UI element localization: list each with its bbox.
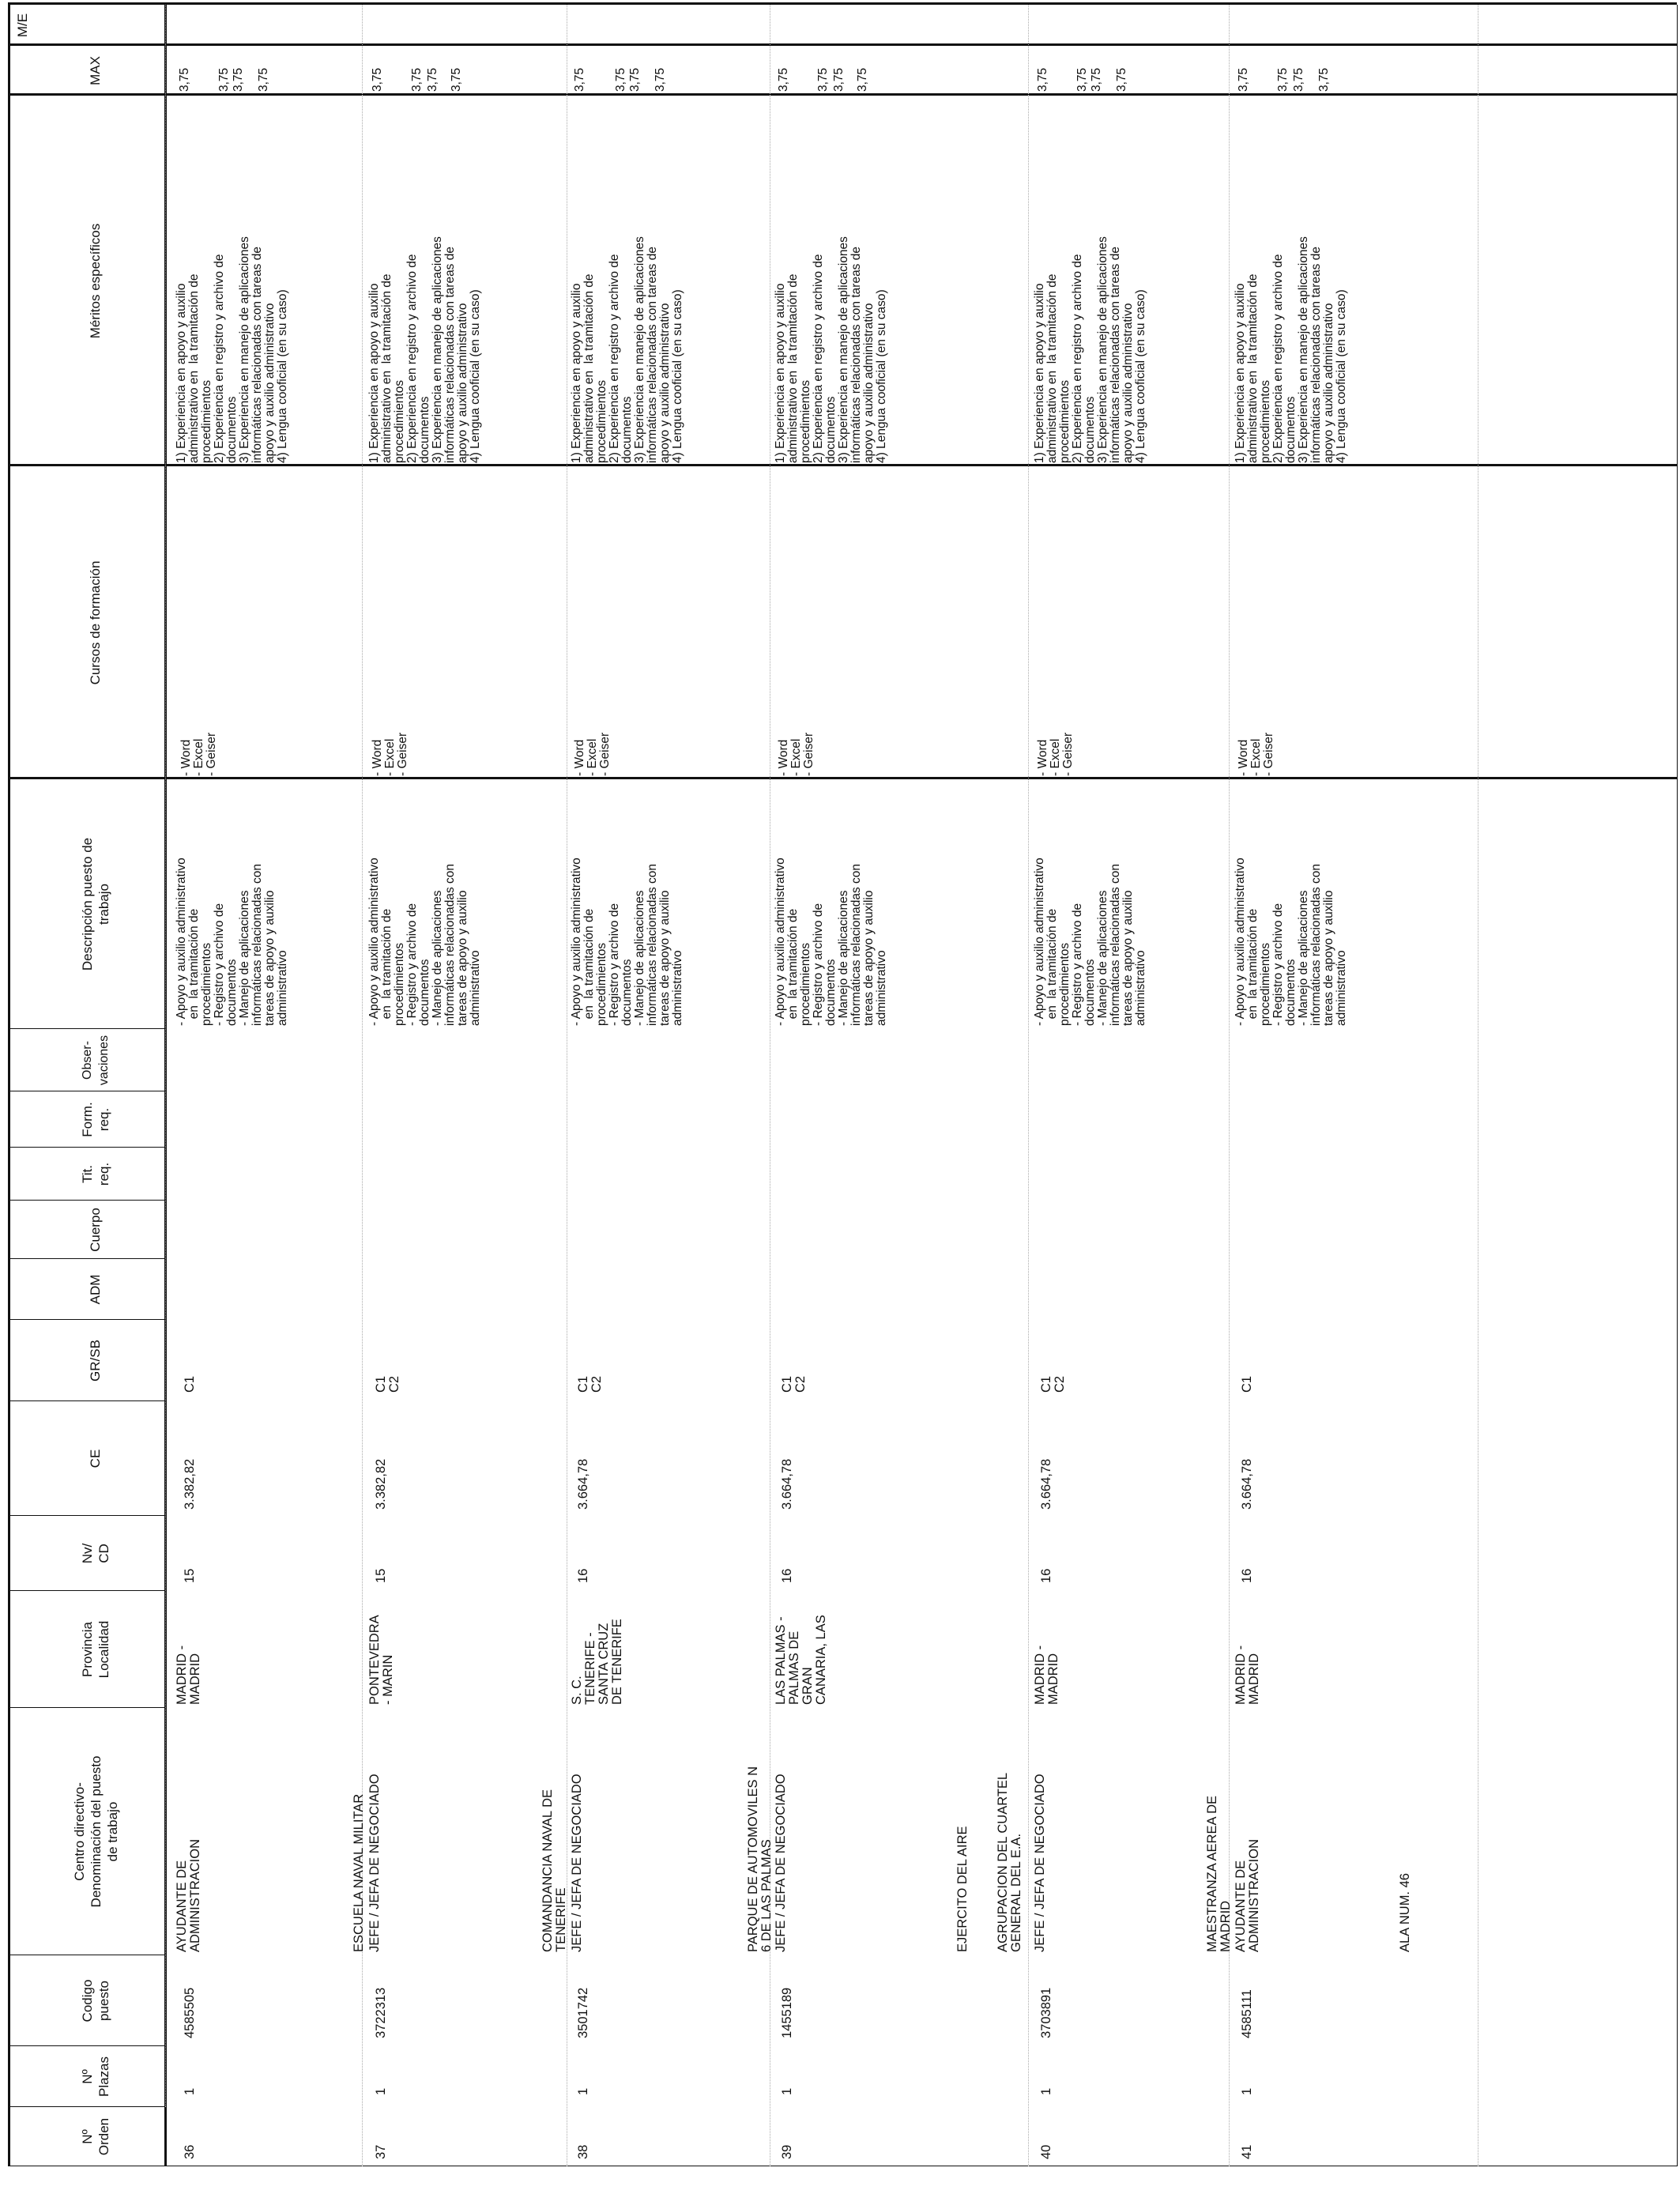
descripcion-cell: - Apoyo y auxilio administrativo en la tramitación de procedimientos - Registro y archivo de documentos - Manejo de aplicaciones informáticas relacionadas con tareas de apoyo y auxilio administrativo <box>367 858 482 1026</box>
centro-cell: EJERCITO DEL AIRE AGRUPACION DEL CUARTEL GENERAL DEL E.A. <box>955 1772 1023 1952</box>
max-value: 3,75 <box>450 67 463 92</box>
header-me: M/E <box>15 13 30 38</box>
header-plazas: Nº Plazas <box>80 2056 111 2098</box>
meritos-cell: 1) Experiencia en apoyo y auxilio administrativo en la tramitación de procedimientos 2) Experiencia en registro y archivo de documentos 3) Experiencia en manejo de aplicaciones informáticas relacionadas con tareas de apoyo y auxilio administrativo 4) Lengua cooficial (en su caso) <box>175 236 289 463</box>
header-adm: ADM <box>88 1274 103 1305</box>
provincia-cell: S. C. TENERIFE - SANTA CRUZ DE TENERIFE <box>570 1619 624 1705</box>
max-value: 3,75 <box>217 67 231 92</box>
cursos-cell: - Word - Excel - Geiser <box>179 732 218 776</box>
ce-cell: 3.664,78 <box>1039 1458 1053 1510</box>
cursos-cell: - Word - Excel - Geiser <box>1237 732 1275 776</box>
provincia-cell: MADRID - MADRID <box>1033 1645 1060 1705</box>
provincia-cell: LAS PALMAS - PALMAS DE GRAN CANARIA, LAS <box>774 1615 828 1705</box>
col-line <box>8 2 1677 5</box>
codigo-cell: 4585111 <box>1240 1989 1254 2038</box>
col-line <box>8 1319 164 1320</box>
centro-cell: COMANDANCIA NAVAL DE TENERIFE <box>541 1789 568 1952</box>
plazas-cell: 1 <box>374 2087 388 2095</box>
centro-cell: MAESTRANZA AEREA DE MADRID <box>1205 1795 1233 1952</box>
ce-cell: 3.664,78 <box>780 1458 794 1510</box>
header-formacion: Form. req. <box>80 1102 111 1137</box>
meritos-cell: 1) Experiencia en apoyo y auxilio administrativo en la tramitación de procedimientos 2) Experiencia en registro y archivo de documentos 3) Experiencia en manejo de aplicaciones informáticas relacionadas con tareas de apoyo y auxilio administrativo 4) Lengua cooficial (en su caso) <box>774 236 888 463</box>
header-nivel: Nv/ CD <box>80 1543 111 1564</box>
descripcion-cell: - Apoyo y auxilio administrativo en la tramitación de procedimientos - Registro y archivo de documentos - Manejo de aplicaciones informáticas relacionadas con tareas de apoyo y auxilio administrativo <box>570 858 684 1026</box>
max-value: 3,75 <box>1115 67 1128 92</box>
max-value: 3,75 <box>777 67 790 92</box>
orden-cell: 38 <box>576 2144 590 2159</box>
plazas-cell: 1 <box>1240 2087 1254 2095</box>
grupo-cell: C1 <box>1240 1375 1254 1393</box>
max-value: 3,75 <box>1075 67 1089 92</box>
puesto-cell: JEFE / JEFA DE NEGOCIADO <box>570 1774 584 1952</box>
descripcion-cell: - Apoyo y auxilio administrativo en la tramitación de procedimientos - Registro y archivo de documentos - Manejo de aplicaciones informáticas relacionadas con tareas de apoyo y auxilio administrativo <box>1234 858 1348 1026</box>
ce-cell: 3.664,78 <box>576 1458 590 1510</box>
max-value: 3,75 <box>257 67 270 92</box>
max-value: 3,75 <box>856 67 869 92</box>
plazas-cell: 1 <box>183 2087 197 2095</box>
provincia-cell: MADRID - MADRID <box>1234 1645 1261 1705</box>
grupo-cell: C1 C2 <box>576 1375 604 1393</box>
footer-note: ALA NUM. 46 <box>1398 1873 1412 1952</box>
header-max: MAX <box>88 56 103 85</box>
nivel-cell: 15 <box>374 1568 388 1583</box>
header-ce: CE <box>88 1449 103 1468</box>
col-line <box>8 464 1677 466</box>
grupo-cell: C1 C2 <box>374 1375 401 1393</box>
max-value: 3,75 <box>1292 67 1305 92</box>
nivel-cell: 16 <box>780 1568 794 1583</box>
col-line <box>8 93 1677 96</box>
max-value: 3,75 <box>1276 67 1290 92</box>
codigo-cell: 3501742 <box>576 1987 590 2038</box>
max-value: 3,75 <box>832 67 846 92</box>
orden-cell: 39 <box>780 2144 794 2159</box>
max-value: 3,75 <box>628 67 642 92</box>
header-cuerpo: Cuerpo <box>88 1208 103 1252</box>
header-cursos: Cursos de formación <box>88 560 103 685</box>
puesto-cell: AYUDANTE DE ADMINISTRACION <box>175 1838 202 1952</box>
max-value: 3,75 <box>178 67 191 92</box>
header-provincia: Provincia Localidad <box>80 1620 111 1679</box>
cursos-cell: - Word - Excel - Geiser <box>371 732 409 776</box>
nivel-cell: 16 <box>1039 1568 1053 1583</box>
descripcion-cell: - Apoyo y auxilio administrativo en la tramitación de procedimientos - Registro y archivo de documentos - Manejo de aplicaciones informáticas relacionadas con tareas de apoyo y auxilio administrativo <box>175 858 289 1026</box>
header-grupo: GR/SB <box>88 1340 103 1382</box>
table-bottom-border <box>1677 5 1678 2166</box>
max-value: 3,75 <box>654 67 667 92</box>
table-top-border <box>8 5 10 2166</box>
col-line <box>8 1258 164 1259</box>
meritos-cell: 1) Experiencia en apoyo y auxilio administrativo en la tramitación de procedimientos 2) Experiencia en registro y archivo de documentos 3) Experiencia en manejo de aplicaciones informáticas relacionadas con tareas de apoyo y auxilio administrativo 4) Lengua cooficial (en su caso) <box>1033 236 1147 463</box>
header-meritos: Méritos específicos <box>88 223 103 339</box>
plazas-cell: 1 <box>1039 2087 1053 2095</box>
max-value: 3,75 <box>573 67 586 92</box>
puesto-cell: AYUDANTE DE ADMINISTRACION <box>1234 1838 1261 1952</box>
puesto-cell: JEFE / JEFA DE NEGOCIADO <box>1033 1774 1047 1952</box>
max-value: 3,75 <box>371 67 384 92</box>
orden-cell: 37 <box>374 2144 388 2159</box>
codigo-cell: 1455189 <box>780 1987 794 2038</box>
orden-cell: 41 <box>1240 2144 1254 2159</box>
plazas-cell: 1 <box>780 2087 794 2095</box>
descripcion-cell: - Apoyo y auxilio administrativo en la tramitación de procedimientos - Registro y archivo de documentos - Manejo de aplicaciones informáticas relacionadas con tareas de apoyo y auxilio administrativo <box>774 858 888 1026</box>
col-line <box>8 43 1677 46</box>
orden-cell: 36 <box>183 2144 197 2159</box>
puesto-cell: JEFE / JEFA DE NEGOCIADO <box>367 1774 382 1952</box>
orden-cell: 40 <box>1039 2144 1053 2159</box>
descripcion-cell: - Apoyo y auxilio administrativo en la tramitación de procedimientos - Registro y archivo de documentos - Manejo de aplicaciones informáticas relacionadas con tareas de apoyo y auxilio administrativo <box>1033 858 1147 1026</box>
max-value: 3,75 <box>816 67 830 92</box>
provincia-cell: PONTEVEDRA - MARIN <box>367 1615 395 1705</box>
codigo-cell: 3722313 <box>374 1987 388 2038</box>
header-centro: Centro directivo- Denominación del puesto de trabajo <box>72 1755 120 1908</box>
col-line <box>8 1400 164 1401</box>
centro-cell: PARQUE DE AUTOMOVILES N 6 DE LAS PALMAS <box>746 1766 774 1952</box>
max-value: 3,75 <box>410 67 424 92</box>
cursos-cell: - Word - Excel - Geiser <box>1036 732 1075 776</box>
meritos-cell: 1) Experiencia en apoyo y auxilio administrativo en la tramitación de procedimientos 2) Experiencia en registro y archivo de documentos 3) Experiencia en manejo de aplicaciones informáticas relacionadas con tareas de apoyo y auxilio administrativo 4) Lengua cooficial (en su caso) <box>367 236 482 463</box>
nivel-cell: 16 <box>1240 1568 1254 1583</box>
plazas-cell: 1 <box>576 2087 590 2095</box>
ce-cell: 3.664,78 <box>1240 1458 1254 1510</box>
col-line <box>8 777 1677 779</box>
grupo-cell: C1 <box>183 1375 197 1393</box>
header-titulacion: Tit. req. <box>80 1162 111 1186</box>
grupo-cell: C1 C2 <box>1039 1375 1067 1393</box>
max-value: 3,75 <box>1090 67 1103 92</box>
row-separator <box>1028 5 1029 2166</box>
cursos-cell: - Word - Excel - Geiser <box>573 732 612 776</box>
header-codigo: Codigo puesto <box>80 1979 111 2022</box>
header-orden: Nº Orden <box>80 2117 111 2156</box>
ce-cell: 3.382,82 <box>374 1458 388 1510</box>
cursos-cell: - Word - Excel - Geiser <box>777 732 816 776</box>
codigo-cell: 4585505 <box>183 1987 197 2038</box>
centro-cell: ESCUELA NAVAL MILITAR <box>352 1793 366 1952</box>
header-observaciones: Obser- vaciones <box>81 1035 111 1086</box>
ce-cell: 3.382,82 <box>183 1458 197 1510</box>
header-descripcion: Descripción puesto de trabajo <box>80 837 111 971</box>
max-value: 3,75 <box>1317 67 1331 92</box>
max-value: 3,75 <box>232 67 245 92</box>
nivel-cell: 15 <box>183 1568 197 1583</box>
max-value: 3,75 <box>1237 67 1250 92</box>
meritos-cell: 1) Experiencia en apoyo y auxilio administrativo en la tramitación de procedimientos 2) Experiencia en registro y archivo de documentos 3) Experiencia en manejo de aplicaciones informáticas relacionadas con tareas de apoyo y auxilio administrativo 4) Lengua cooficial (en su caso) <box>570 236 684 463</box>
nivel-cell: 16 <box>576 1568 590 1583</box>
grupo-cell: C1 C2 <box>780 1375 808 1393</box>
max-value: 3,75 <box>426 67 439 92</box>
max-value: 3,75 <box>1036 67 1049 92</box>
provincia-cell: MADRID - MADRID <box>175 1645 202 1705</box>
meritos-cell: 1) Experiencia en apoyo y auxilio administrativo en la tramitación de procedimientos 2) Experiencia en registro y archivo de documentos 3) Experiencia en manejo de aplicaciones informáticas relacionadas con tareas de apoyo y auxilio administrativo 4) Lengua cooficial (en su caso) <box>1234 236 1348 463</box>
codigo-cell: 3703891 <box>1039 1987 1053 2038</box>
max-value: 3,75 <box>614 67 627 92</box>
puesto-cell: JEFE / JEFA DE NEGOCIADO <box>774 1774 788 1952</box>
